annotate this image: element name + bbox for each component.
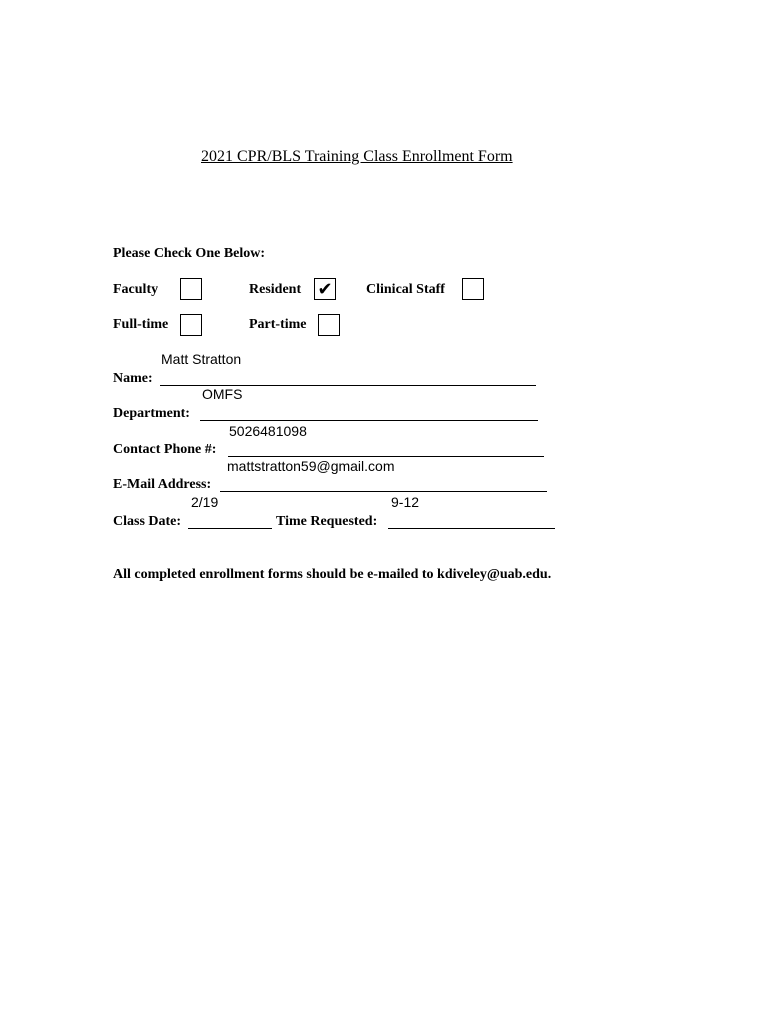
- check-prompt: Please Check One Below:: [113, 246, 266, 261]
- email-label: E-Mail Address:: [113, 477, 212, 492]
- department-label: Department:: [113, 406, 190, 421]
- footer-note: All completed enrollment forms should be e-mailed to kdiveley@uab.edu.: [113, 567, 552, 582]
- name-label: Name:: [113, 371, 153, 386]
- resident-label: Resident: [249, 282, 302, 297]
- email-underline: [220, 491, 547, 492]
- name-value[interactable]: Matt Stratton: [161, 351, 242, 367]
- phone-underline: [228, 456, 544, 457]
- clinical-staff-checkbox[interactable]: [462, 278, 484, 300]
- class-date-value[interactable]: 2/19: [191, 494, 219, 510]
- email-value[interactable]: mattstratton59@gmail.com: [227, 458, 395, 474]
- clinical-staff-label: Clinical Staff: [366, 282, 445, 297]
- phone-value[interactable]: 5026481098: [229, 423, 307, 439]
- class-date-underline: [188, 528, 272, 529]
- full-time-checkbox[interactable]: [180, 314, 202, 336]
- department-underline: [200, 420, 538, 421]
- time-requested-underline: [388, 528, 555, 529]
- faculty-checkbox[interactable]: [180, 278, 202, 300]
- time-requested-value[interactable]: 9-12: [391, 494, 420, 510]
- part-time-label: Part-time: [249, 317, 307, 332]
- form-title: 2021 CPR/BLS Training Class Enrollment Form: [201, 148, 513, 165]
- class-date-label: Class Date:: [113, 514, 182, 529]
- full-time-label: Full-time: [113, 317, 169, 332]
- department-value[interactable]: OMFS: [202, 386, 243, 402]
- faculty-label: Faculty: [113, 282, 159, 297]
- part-time-checkbox[interactable]: [318, 314, 340, 336]
- time-requested-label: Time Requested:: [276, 514, 378, 529]
- resident-checkbox[interactable]: [314, 278, 336, 300]
- checkmark-icon: ✔: [317, 279, 333, 299]
- phone-label: Contact Phone #:: [113, 442, 217, 457]
